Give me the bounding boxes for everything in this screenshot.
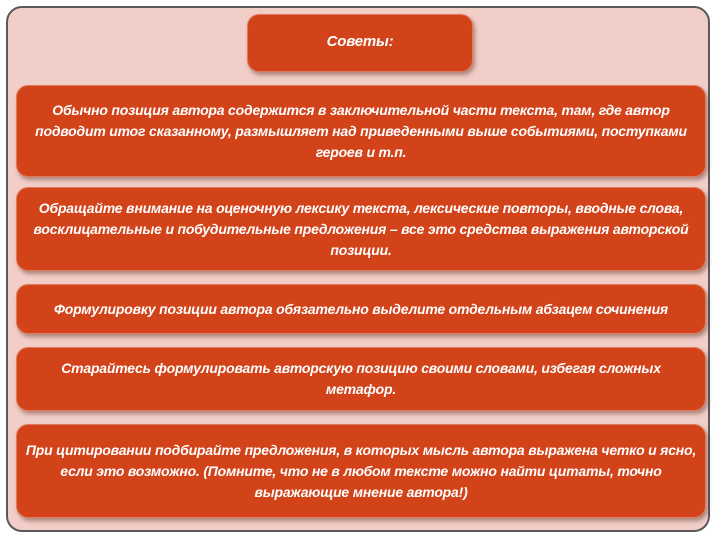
tip-text-1: Обычно позиция автора содержится в заключительной части текста, там, где автор подводит итог сказанному, размышляет над приведенными выше событиями, поступками героев и т.п.: [35, 101, 687, 160]
tip-text-4: Старайтесь формулировать авторскую позицию своими словами, избегая сложных метафор.: [61, 360, 661, 397]
tip-box-3: [16, 284, 706, 334]
tip-box-2: [16, 187, 706, 271]
tip-box-4: [16, 347, 706, 411]
tip-text-2: Обращайте внимание на оценочную лексику текста, лексические повторы, вводные слова, восклицательные и побудительные предложения – все это средства выражения авторской позиции.: [33, 199, 689, 258]
tips-title: Советы:: [326, 33, 394, 50]
tip-text-3: Формулировку позиции автора обязательно выделите отдельным абзацем сочинения: [54, 300, 668, 317]
tips-title-box: [247, 14, 473, 72]
tip-box-1: [16, 85, 706, 177]
tip-text-5: При цитировании подбирайте предложения, в которых мысль автора выражена четко и ясно, если это возможно. (Помните, что не в любом тексте можно найти цитаты, точно выражающие мнение автора!): [25, 441, 697, 500]
tip-box-5: [16, 424, 706, 518]
